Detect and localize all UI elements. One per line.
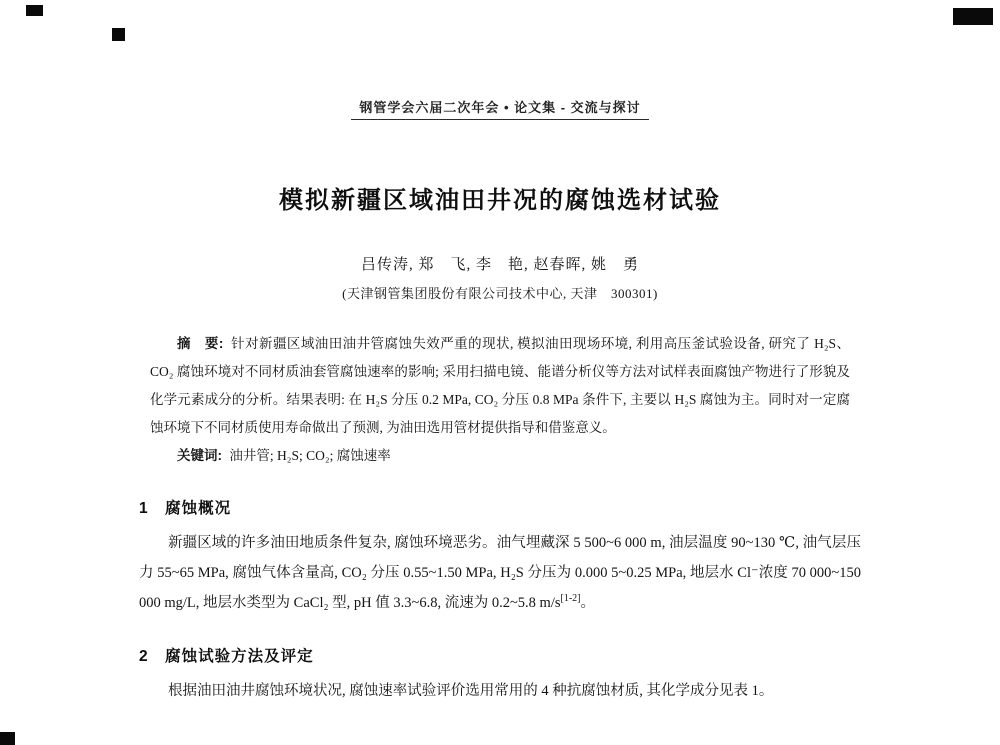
section-1-text-end: 。 bbox=[580, 595, 596, 611]
section-2-heading: 2 腐蚀试验方法及评定 bbox=[139, 648, 314, 665]
keywords-text: 油井管; H₂S; CO₂; 腐蚀速率 bbox=[229, 448, 391, 463]
running-header-text: 钢管学会六届二次年会 • 论文集 - 交流与探讨 bbox=[351, 97, 648, 120]
scan-artifact-top-right bbox=[953, 8, 993, 25]
author-list: 吕传涛, 郑 飞, 李 艳, 赵春晖, 姚 勇 bbox=[360, 257, 639, 273]
keywords-line bbox=[150, 442, 850, 470]
paper-page bbox=[139, 0, 861, 706]
paper-title: 模拟新疆区域油田井况的腐蚀选材试验 bbox=[279, 187, 721, 214]
running-header bbox=[139, 97, 861, 120]
abstract-label: 摘 要: bbox=[177, 336, 224, 351]
keywords-label: 关键词: bbox=[177, 448, 222, 463]
reference-marker: [1-2] bbox=[560, 593, 581, 605]
affiliation: (天津钢管集团股份有限公司技术中心, 天津 300301) bbox=[342, 286, 658, 301]
scan-artifact-left-margin bbox=[112, 28, 125, 41]
section-1-heading: 1 腐蚀概况 bbox=[139, 500, 232, 517]
scan-artifact-top-left bbox=[26, 5, 43, 16]
section-1-text: 新疆区域的许多油田地质条件复杂, 腐蚀环境恶劣。油气埋藏深 5 500~6 000 m, 油层温度 90~130 ℃, 油气层压力 55~65 MPa, 腐蚀气体含量高, CO₂ 分压 0.55~1.50 MPa, H₂S 分压为 0.000 5~0.25 MPa, 地层水 Cl⁻浓度 70 000~150 000 mg/L, 地层水类型为 CaCl₂ 型, pH 值 3.3~6.8, 流速为 0.2~5.8 m/s bbox=[139, 535, 861, 611]
scan-artifact-bottom-left bbox=[0, 732, 15, 745]
section-2-text: 根据油田油井腐蚀环境状况, 腐蚀速率试验评价选用常用的 4 种抗腐蚀材质, 其化学成分见表 1。 bbox=[168, 683, 774, 699]
abstract-text: 针对新疆区域油田油井管腐蚀失效严重的现状, 模拟油田现场环境, 利用高压釜试验设备, 研究了 H₂S、CO₂ 腐蚀环境对不同材质油套管腐蚀速率的影响; 采用扫描电镜、能谱分析仪等方法对试样表面腐蚀产物进行了形貌及化学元素成分的分析。结果表明: 在 H₂S 分压 0.2 MPa, CO₂ 分压 0.8 MPa 条件下, 主要以 H₂S 腐蚀为主。同时对一定腐蚀环境下不同材质使用寿命做出了预测, 为油田选用管材提供指导和借鉴意义。 bbox=[150, 336, 850, 435]
section-2-paragraph bbox=[139, 676, 861, 706]
abstract-block bbox=[150, 330, 850, 470]
section-1-paragraph bbox=[139, 528, 861, 618]
abstract-paragraph bbox=[150, 330, 850, 442]
